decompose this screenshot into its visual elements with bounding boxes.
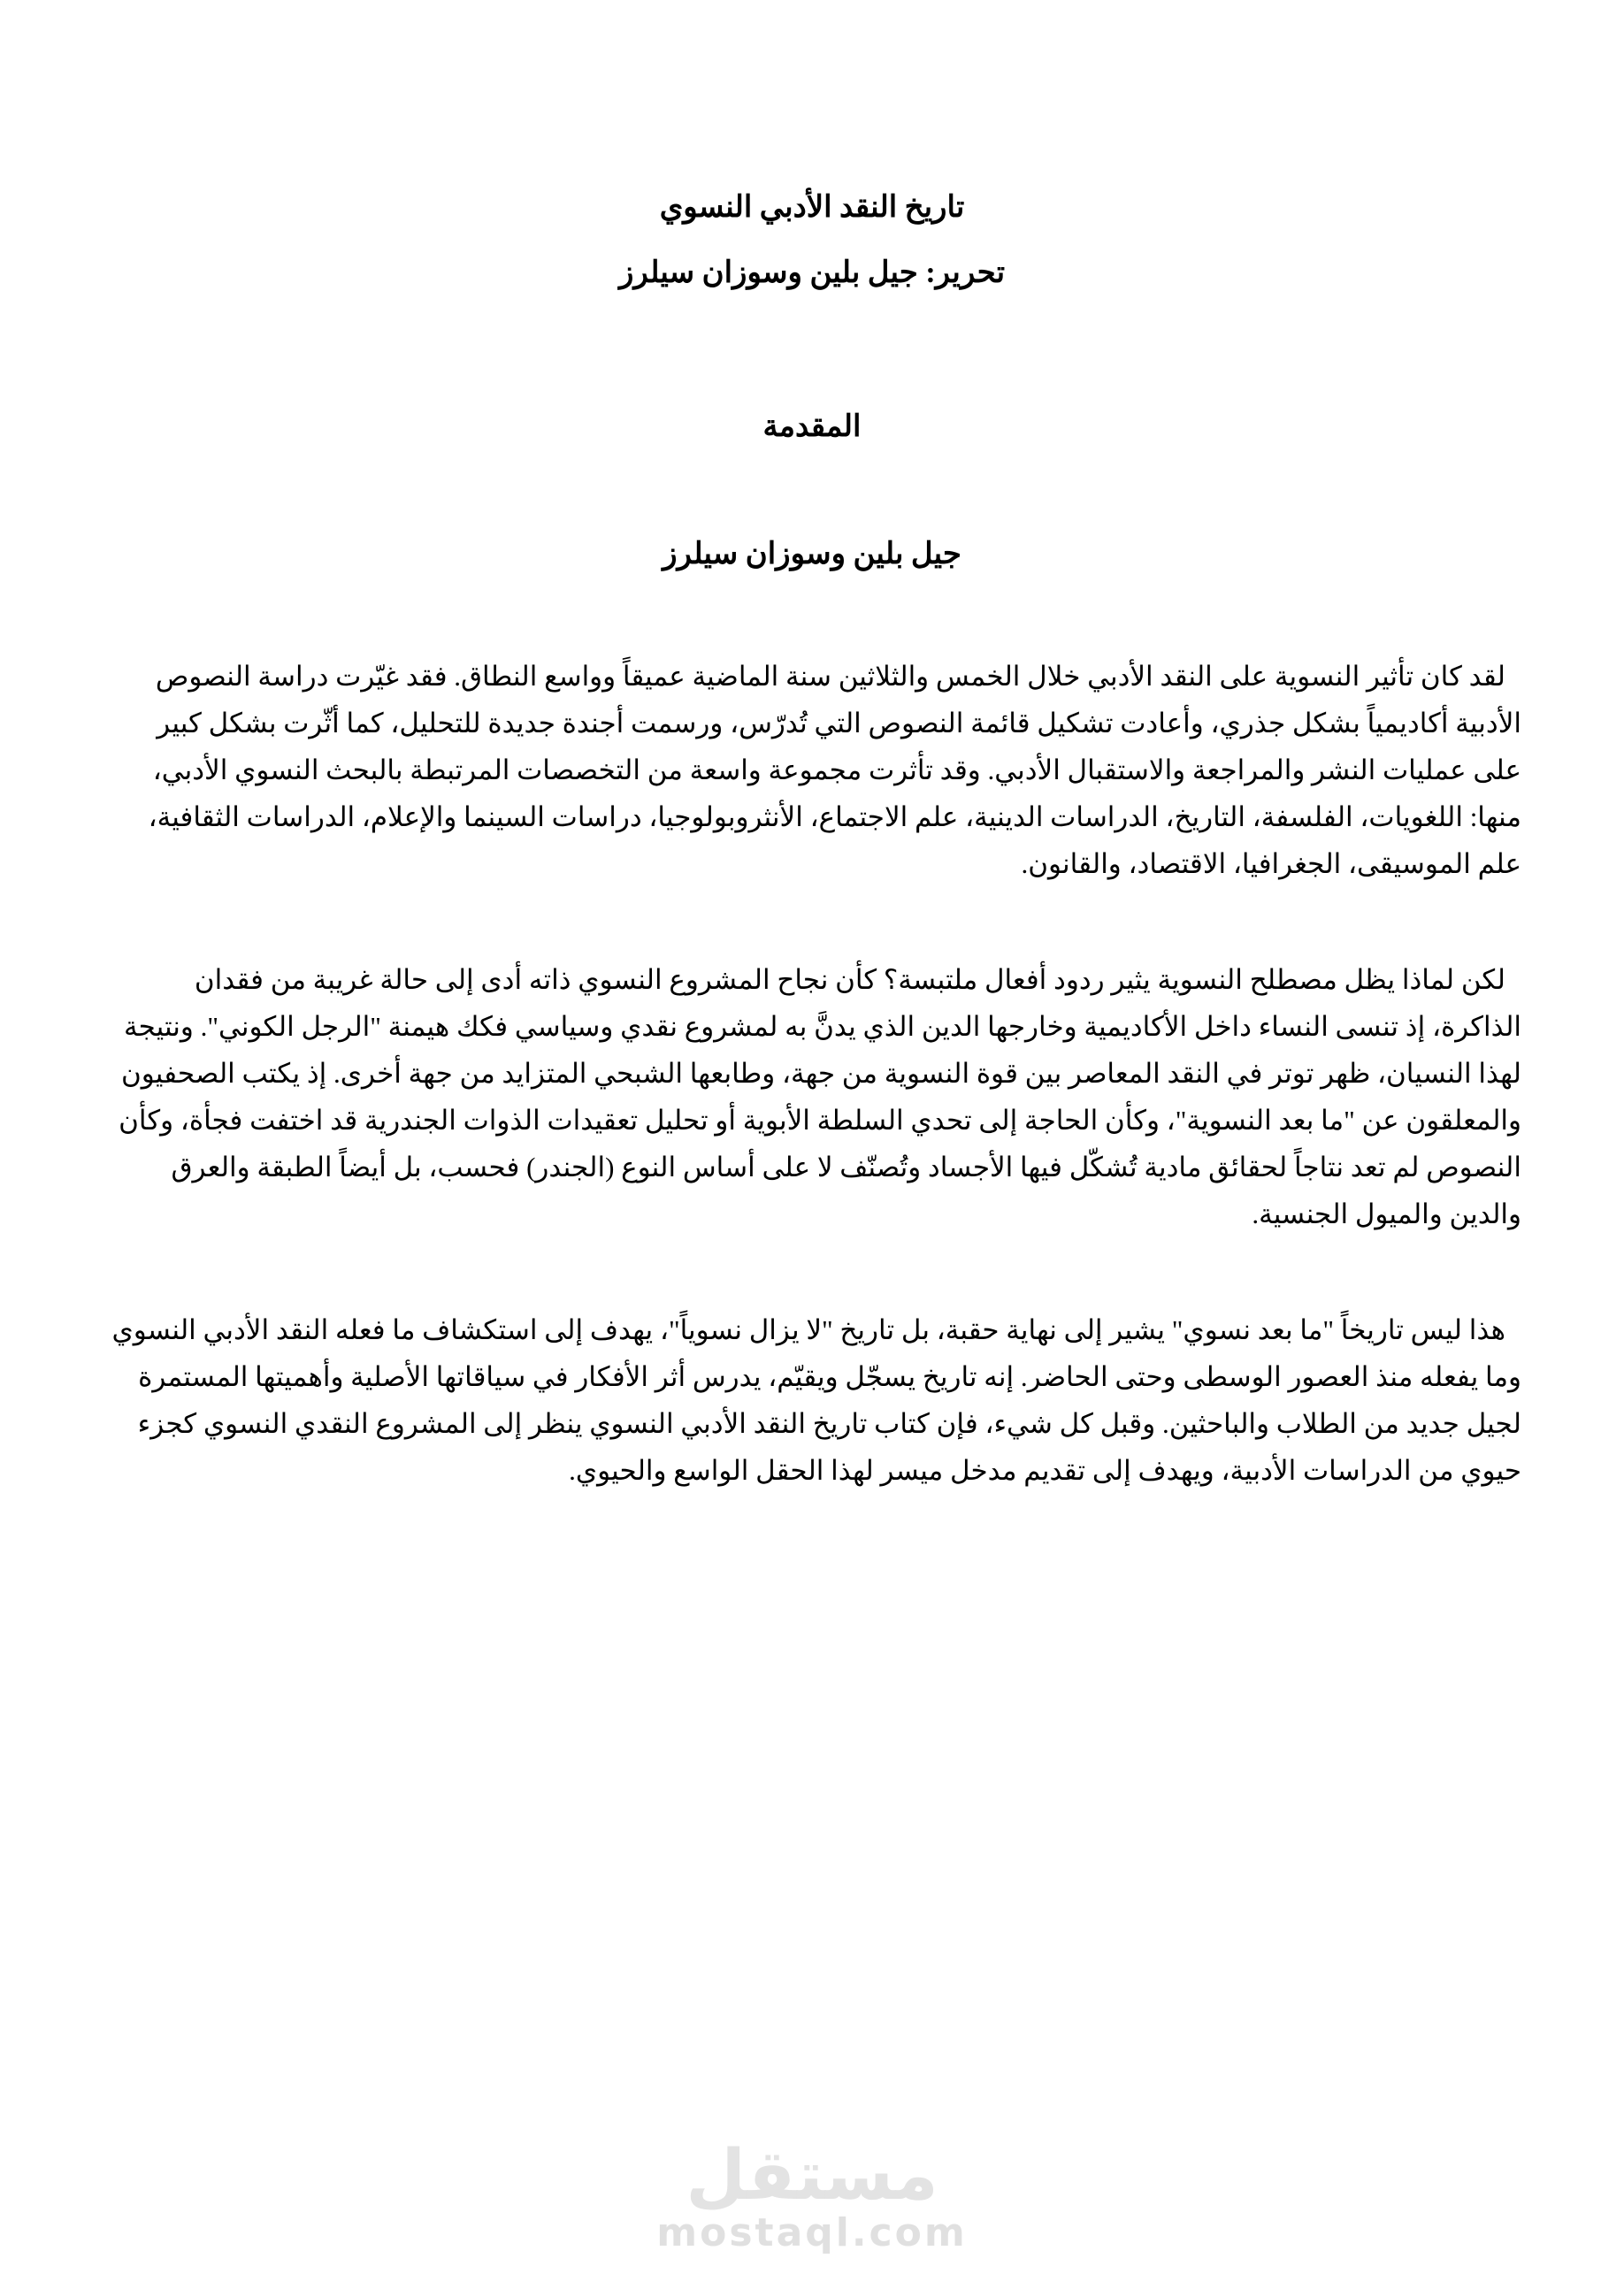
document-content [0, 188, 1624, 1494]
editor-credit-line: تحرير: جيل بلين وسوزان سيلرز [618, 256, 1006, 289]
paragraph-still-feminist-history: هذا ليس تاريخاً "ما بعد نسوي" يشير إلى نهاية حقبة، بل تاريخ "لا يزال نسوياً"، يهدف إلى استكشاف ما فعله النقد الأدبي النسوي وما يفعله منذ العصور الوسطى وحتى الحاضر. إنه تاريخ يسجّل ويقيّم، يدرس أثر الأفكار في سياقاتها الأصلية وأهميتها المستمرة لجيل جديد من الطلاب والباحثين. وقبل كل شيء، فإن كتاب تاريخ النقد الأدبي النسوي ينظر إلى المشروع النقدي النسوي كجزء حيوي من الدراسات الأدبية، ويهدف إلى تقديم مدخل ميسر لهذا الحقل الواسع والحيوي. [111, 1314, 1521, 1486]
section-heading-introduction: المقدمة [762, 410, 862, 443]
document-title: تاريخ النقد الأدبي النسوي [659, 191, 965, 224]
document-page [0, 188, 1624, 2289]
paragraph-feminism-impact: لقد كان تأثير النسوية على النقد الأدبي خلال الخمس والثلاثين سنة الماضية عميقاً وواسع النطاق. فقد غيّرت دراسة النصوص الأدبية أكاديمياً بشكل جذري، وأعادت تشكيل قائمة النصوص التي تُدرّس، ورسمت أجندة جديدة للتحليل، كما أثّرت بشكل كبير على عمليات النشر والمراجعة والاستقبال الأدبي. وقد تأثرت مجموعة واسعة من التخصصات المرتبطة بالبحث النسوي الأدبي، منها: اللغويات، الفلسفة، التاريخ، الدراسات الدينية، علم الاجتماع، الأنثروبولوجيا، دراسات السينما والإعلام، الدراسات الثقافية، علم الموسيقى، الجغرافيا، الاقتصاد، والقانون. [148, 661, 1521, 879]
watermark [0, 2136, 1624, 2255]
authors-byline: جيل بلين وسوزان سيلرز [663, 538, 961, 570]
mostaql-logo: مستقل [686, 2136, 938, 2216]
mostaql-url-text: mostaql.com [656, 2210, 968, 2255]
paragraph-feminism-ambivalence: لكن لماذا يظل مصطلح النسوية يثير ردود أفعال ملتبسة؟ كأن نجاح المشروع النسوي ذاته أدى إلى حالة غريبة من فقدان الذاكرة، إذ تنسى النساء داخل الأكاديمية وخارجها الدين الذي يدنَّ به لمشروع نقدي وسياسي فكك هيمنة "الرجل الكوني". ونتيجة لهذا النسيان، ظهر توتر في النقد المعاصر بين قوة النسوية من جهة، وطابعها الشبحي المتزايد من جهة أخرى. إذ يكتب الصحفيون والمعلقون عن "ما بعد النسوية"، وكأن الحاجة إلى تحدي السلطة الأبوية أو تحليل تعقيدات الذوات الجندرية قد اختفت فجأة، وكأن النصوص لم تعد نتاجاً لحقائق مادية تُشكّل فيها الأجساد وتُصنّف لا على أساس النوع (الجندر) فحسب، بل أيضاً الطبقة والعرق والدين والميول الجنسية. [119, 964, 1521, 1229]
